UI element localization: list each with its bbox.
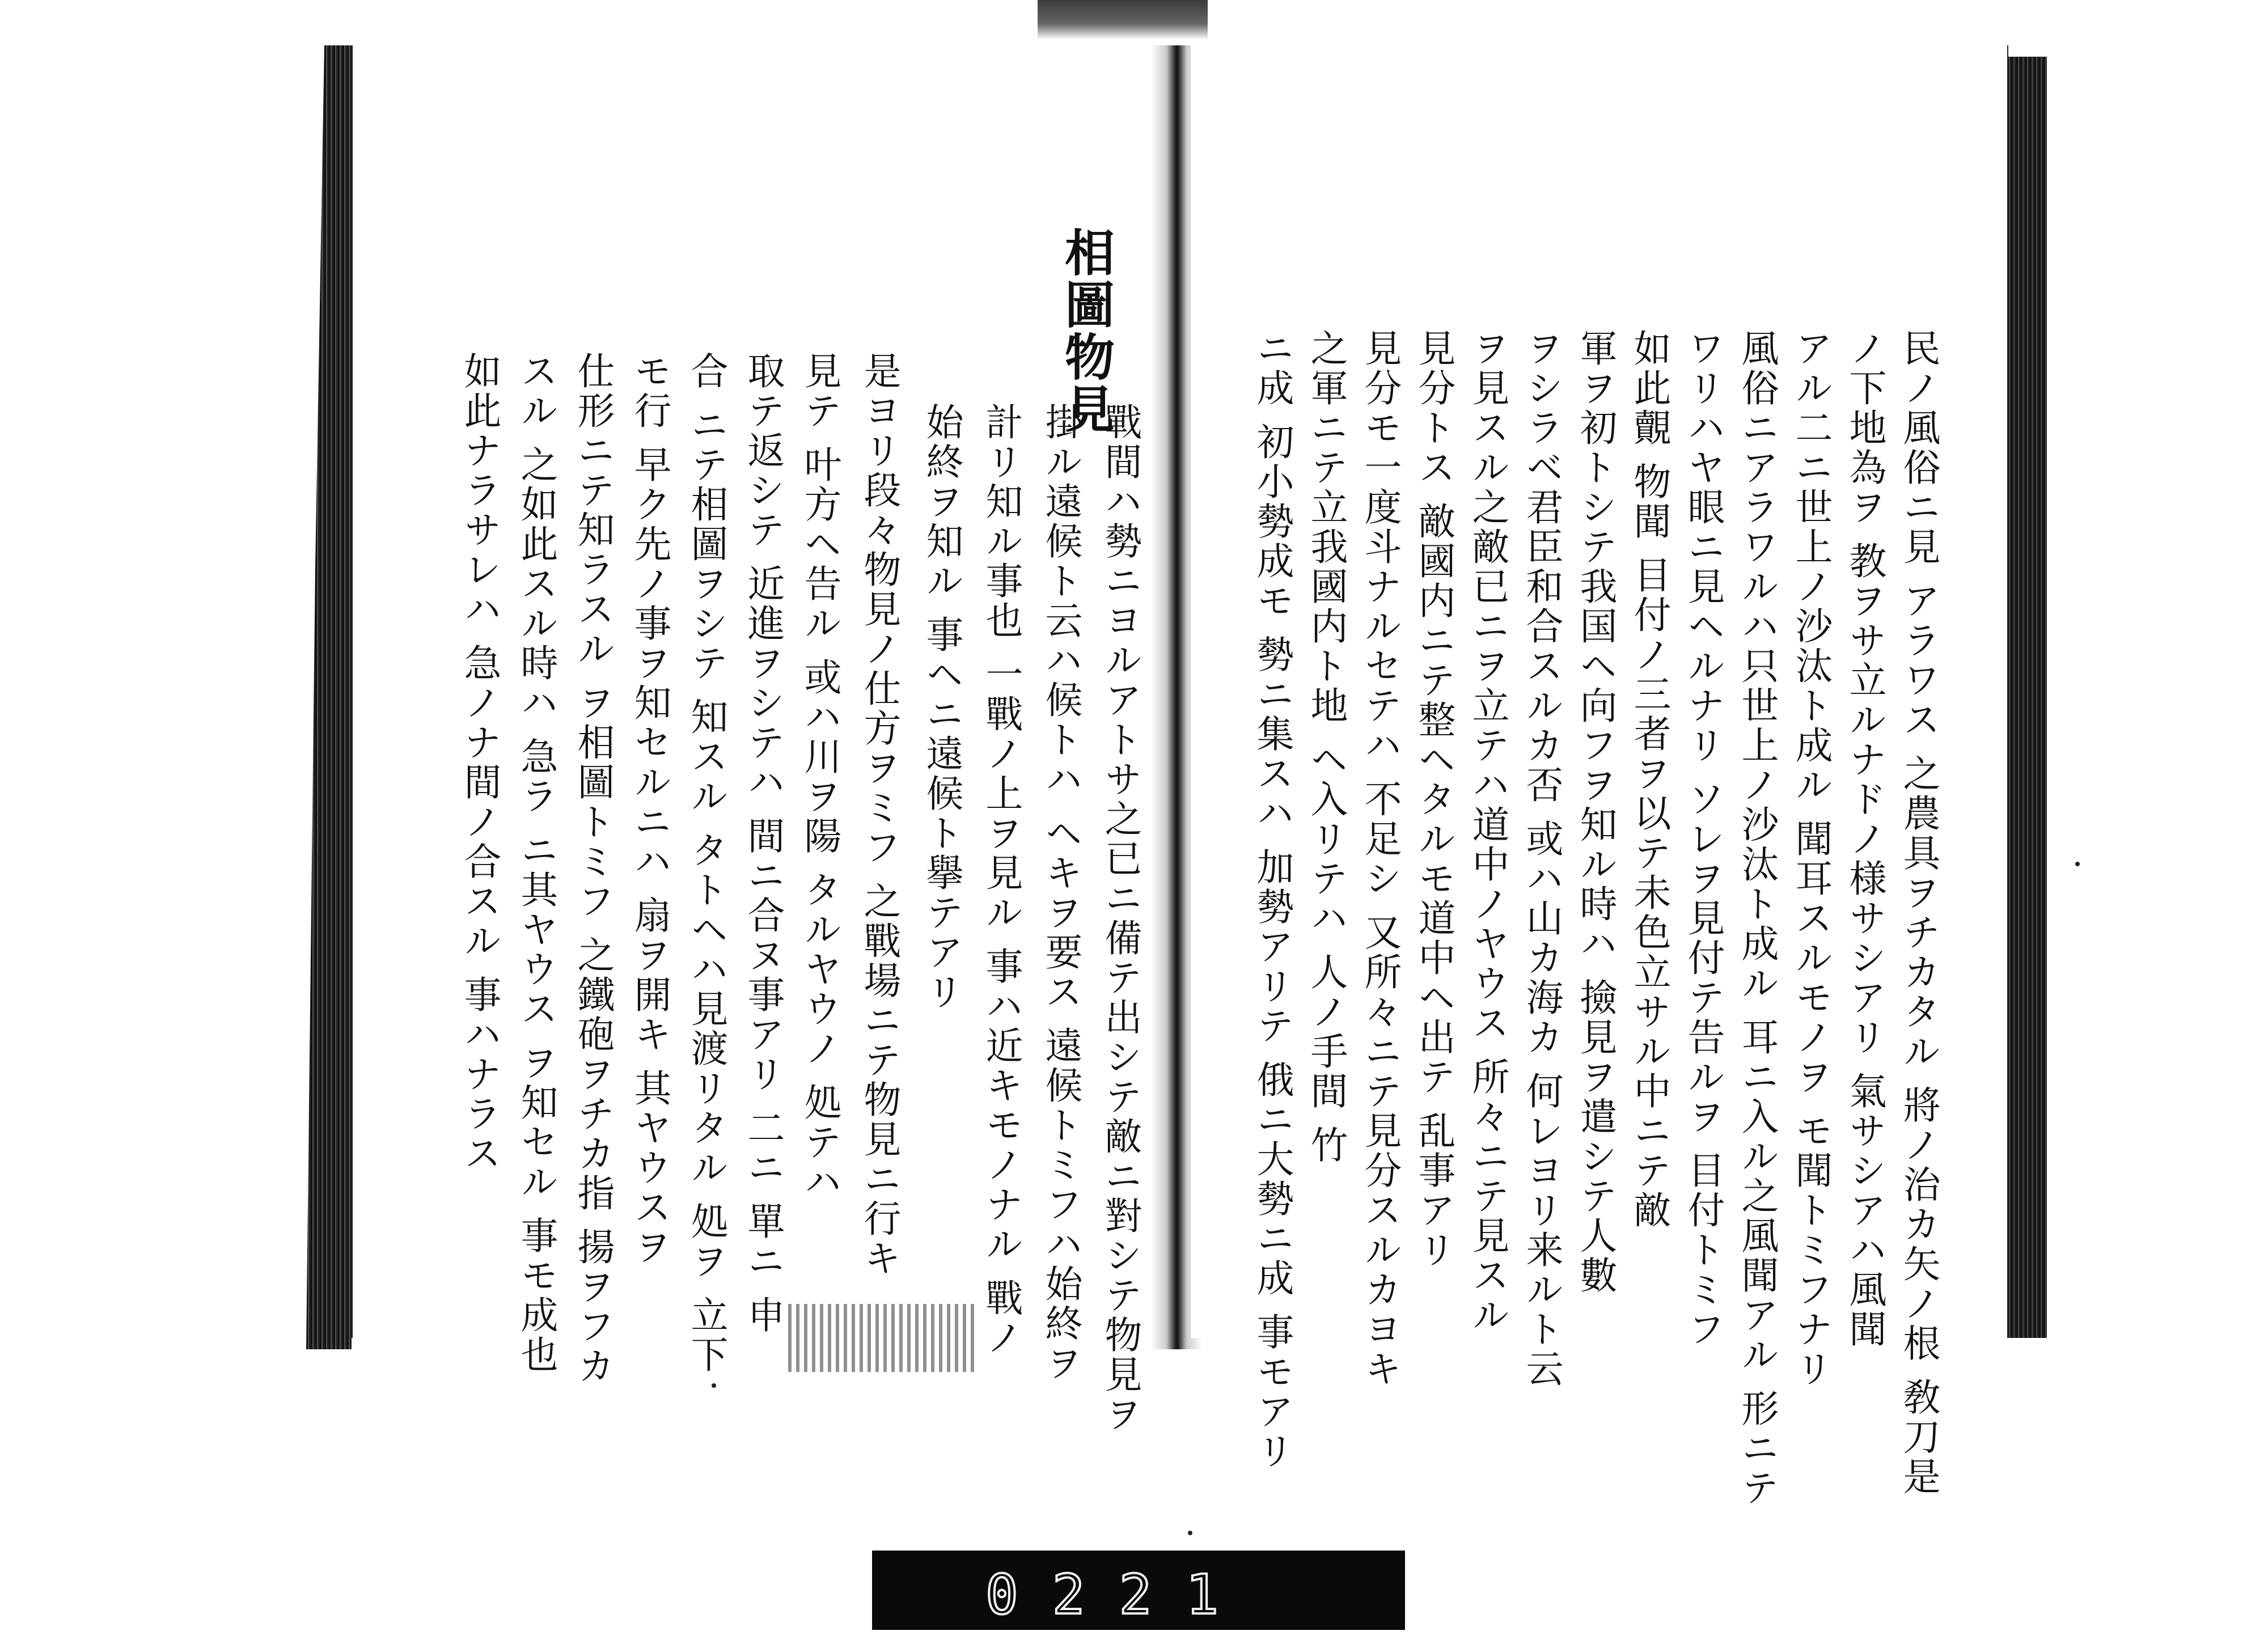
gutter-bottom-shadow (788, 1304, 975, 1372)
scan-speck (1188, 1531, 1192, 1535)
right-column-13: ニ成 初小勢成モ 勢ニ集スハ 加勢アリテ 俄ニ大勢ニ成 事モアリ (1250, 329, 1294, 1471)
right-column-10: 見分トス 敵國内ニテ整ヘタルモ道中ヘ出テ 乱事アリ (1412, 329, 1455, 1270)
left-column-1: 戰間ハ勢ニヨルアトサ之已ニ備テ出シテ敵ニ對シテ物見ヲ (1098, 403, 1142, 1434)
left-column-7: 取テ返シテ 近進ヲシテハ 間ニ合ヌ事アリ 二ニ 單ニ 申 (741, 351, 785, 1335)
right-column-7: 軍ヲ初トシテ我国ヘ向フヲ知ル時ハ 撿見ヲ遣シテ人數 (1573, 329, 1617, 1295)
right-column-12: 之軍ニテ立我國内ト地 ヘ入リテハ 人ノ手間 竹 (1304, 329, 1348, 1165)
left-column-6: 見テ 叶方ヘ告ル 或ハ川ヲ陽 タルヤウノ 処テハ (798, 351, 841, 1202)
left-column-4: 始終ヲ知ル 事ヘニ遠候ト擧テアリ (920, 403, 963, 1012)
right-page-edges (2007, 57, 2047, 1338)
left-column-10: 仕形ニテ知ラスル ヲ相圖トミフ 之鐵砲ヲチカ指 揚ヲフカ (571, 351, 615, 1386)
left-page (352, 45, 1169, 1434)
scanner-top-shadow (1038, 0, 1208, 40)
right-column-9: ヲ見スル之敵已ニヲ立テハ道中ノヤウス 所々ニテ見スル (1466, 329, 1509, 1335)
section-title: 相圖物見 (1057, 227, 1116, 435)
microfilm-reel-label (872, 1551, 1405, 1630)
left-column-5: 是ヨリ段々物見ノ仕方ヲミフ 之戰場ニテ物見ニ行キ (857, 351, 901, 1278)
open-book (306, 45, 2013, 1508)
right-column-2: ノ下地為ヲ 教ヲサ立ルナドノ様サシアリ 氣サシアハ風聞 (1843, 329, 1886, 1349)
scan-speck (712, 1383, 716, 1388)
right-column-3: アル二ニ世上ノ沙汰ト成ル 聞耳スルモノヲ モ聞トミフナリ (1789, 329, 1833, 1389)
scan-speck (2075, 862, 2080, 866)
right-column-6: 如此覿 物聞 目付ノ三者ヲ以テ未色立サル中ニテ敵 (1627, 329, 1671, 1230)
right-column-8: ヲシラベ君臣和合スルカ否 或ハ山カ海カ 何レヨリ来ルト云 (1520, 329, 1563, 1389)
left-column-2: 掛ル遠候ト云ハ候トハ ヘキヲ要ス 遠候トミフハ始終ヲ (1039, 403, 1082, 1383)
right-column-1: 民ノ風俗ニ見 アラワス 之農具ヲチカタル 將ノ治カ矢ノ根 敎刀是 (1897, 329, 1940, 1497)
left-page-edges (306, 45, 352, 1349)
right-column-5: ワリハヤ眼ニ見ヘルナリ ソレヲ見付テ告ルヲ 目付トミフ (1681, 329, 1725, 1349)
left-column-9: モ行 早ク先ノ事ヲ知セルニハ 扇ヲ開キ 其ヤウスヲ (628, 351, 671, 1267)
left-column-8: 合 ニテ相圖ヲシテ 知スル タトヘハ見渡リタル 処ヲ 立下 (684, 351, 728, 1375)
left-column-3: 計リ知ル事也 一戰ノ上ヲ見ル 事ハ近キモノナル 戰ノ (979, 403, 1023, 1358)
right-page (1191, 45, 2008, 1508)
left-column-12: 如此ナラサレハ 急ノナ間ノ合スル 事ハナラス (458, 351, 501, 1174)
right-column-11: 見分モ一度斗ナルセテハ 不足シ 又所々ニテ見分スルカヨキ (1358, 329, 1402, 1389)
right-column-4: 風俗ニアラワルハ只世上ノ沙汰ト成ル 耳ニ入ル之風聞アル 形ニテ (1735, 329, 1779, 1508)
reel-number: 0221 (985, 1563, 1253, 1626)
left-column-11: スル 之如此スル時ハ 急ラ ニ其ヤウス ヲ知セル 事モ成也 (514, 351, 558, 1375)
